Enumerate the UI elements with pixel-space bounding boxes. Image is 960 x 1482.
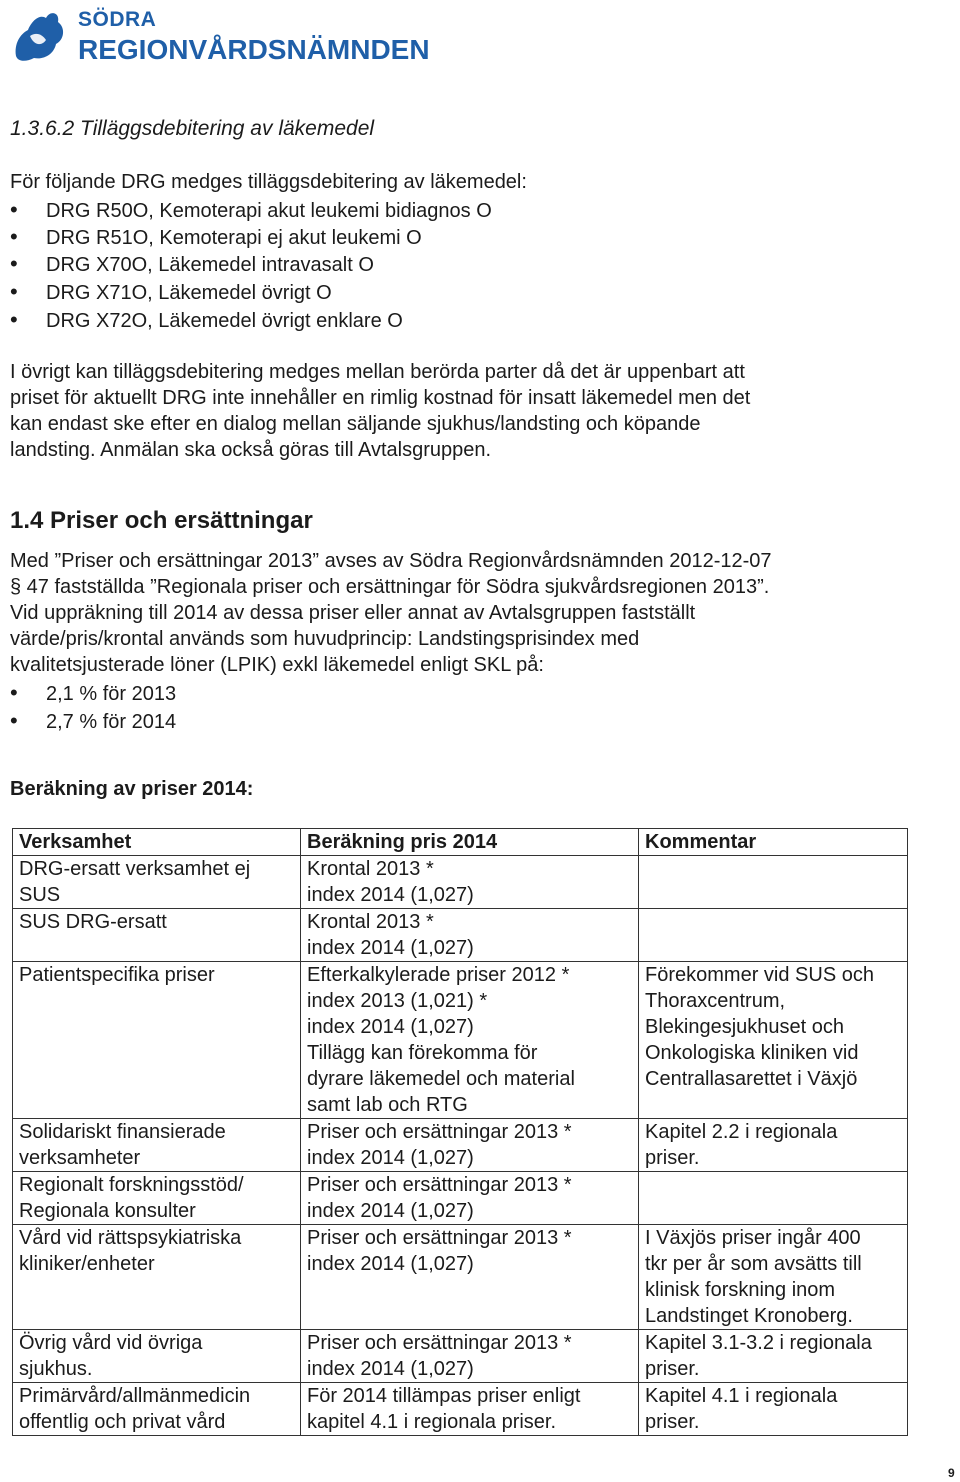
list-item: [10, 197, 492, 224]
cell-line: Priser och ersättningar 2013 *: [307, 1227, 572, 1249]
list-item-text: DRG R50O, Kemoterapi akut leukemi bidiagnos O: [46, 200, 492, 222]
table-cell-c3: [639, 1119, 908, 1172]
cell-line: tkr per år som avsätts till: [645, 1253, 862, 1275]
section2-para-line: § 47 fastställda ”Regionala priser och ersättningar för Södra sjukvårdsregionen 2013”.: [10, 576, 770, 598]
cell-line: Regionala konsulter: [19, 1200, 196, 1222]
cell-line: index 2014 (1,027): [307, 1147, 474, 1169]
cell-line: priser.: [645, 1358, 700, 1380]
table-cell-c1: [13, 856, 301, 909]
table-row: [13, 1330, 908, 1383]
table-cell-c1: [13, 1225, 301, 1330]
table-cell-c1: [13, 1172, 301, 1225]
table-cell-c2: [301, 1172, 639, 1225]
list-item: [10, 307, 403, 334]
table-cell-c3: [639, 856, 908, 909]
cell-line: I Växjös priser ingår 400: [645, 1227, 861, 1249]
table-cell-c1: [13, 1119, 301, 1172]
list-item: [10, 680, 176, 707]
list-item-text: DRG X72O, Läkemedel övrigt enklare O: [46, 310, 403, 332]
list-item-text: DRG R51O, Kemoterapi ej akut leukemi O: [46, 227, 422, 249]
cell-line: Priser och ersättningar 2013 *: [307, 1174, 572, 1196]
cell-line: Priser och ersättningar 2013 *: [307, 1121, 572, 1143]
section-heading-14: 1.4 Priser och ersättningar: [10, 507, 313, 534]
cell-line: Tillägg kan förekomma för: [307, 1042, 538, 1064]
cell-line: För 2014 tillämpas priser enligt: [307, 1385, 581, 1407]
cell-line: klinisk forskning inom: [645, 1279, 836, 1301]
cell-line: index 2014 (1,027): [307, 1253, 474, 1275]
cell-line: Förekommer vid SUS och: [645, 964, 874, 986]
list-item-text: 2,1 % för 2013: [46, 683, 177, 705]
section1-intro: För följande DRG medges tilläggsdebitering av läkemedel:: [10, 171, 527, 193]
brand-name-line2: REGIONVÅRDSNÄMNDEN: [78, 34, 430, 65]
bullet-icon: [10, 708, 46, 735]
cell-line: index 2014 (1,027): [307, 1016, 474, 1038]
calculation-subheading: Beräkning av priser 2014:: [10, 778, 254, 800]
list-item-text: 2,7 % för 2014: [46, 711, 177, 733]
bullet-icon: [10, 279, 46, 306]
column-header-berakning: Beräkning pris 2014: [301, 829, 639, 856]
table-cell-c3: [639, 1225, 908, 1330]
cell-line: sjukhus.: [19, 1358, 93, 1380]
table-row: [13, 1119, 908, 1172]
cell-line: Landstinget Kronoberg.: [645, 1305, 853, 1327]
cell-line: priser.: [645, 1147, 700, 1169]
table-row: [13, 1383, 908, 1436]
table-row: [13, 909, 908, 962]
cell-line: Vård vid rättspsykiatriska: [19, 1227, 242, 1249]
section-heading-1362: 1.3.6.2 Tilläggsdebitering av läkemedel: [10, 117, 375, 140]
cell-line: Onkologiska kliniken vid: [645, 1042, 859, 1064]
cell-line: Kapitel 3.1-3.2 i regionala: [645, 1332, 872, 1354]
cell-line: index 2014 (1,027): [307, 884, 474, 906]
region-map-icon: [10, 6, 68, 64]
page-number: 9: [948, 1466, 955, 1480]
cell-line: index 2014 (1,027): [307, 937, 474, 959]
cell-line: Thoraxcentrum,: [645, 990, 786, 1012]
table-row: [13, 962, 908, 1119]
cell-line: priser.: [645, 1411, 700, 1433]
column-header-verksamhet: Verksamhet: [13, 829, 301, 856]
list-item-text: DRG X70O, Läkemedel intravasalt O: [46, 254, 374, 276]
table-row: [13, 1172, 908, 1225]
section2-para-line: värde/pris/krontal används som huvudprincip: Landstingsprisindex med: [10, 628, 640, 650]
table-cell-c2: [301, 909, 639, 962]
brand-name-line1: SÖDRA: [78, 8, 157, 31]
list-item: [10, 251, 374, 278]
table-cell-c3: [639, 962, 908, 1119]
bullet-icon: [10, 680, 46, 707]
section1-para-line: I övrigt kan tilläggsdebitering medges mellan berörda parter då det är uppenbart att: [10, 361, 745, 383]
cell-line: index 2014 (1,027): [307, 1358, 474, 1380]
bullet-icon: [10, 307, 46, 334]
cell-line: Priser och ersättningar 2013 *: [307, 1332, 572, 1354]
table-cell-c2: [301, 1383, 639, 1436]
table-cell-c1: [13, 962, 301, 1119]
cell-line: DRG-ersatt verksamhet ej: [19, 858, 251, 880]
cell-line: Patientspecifika priser: [19, 964, 215, 986]
section1-para-line: kan endast ske efter en dialog mellan säljande sjukhus/landsting och köpande: [10, 413, 701, 435]
cell-line: SUS DRG-ersatt: [19, 911, 167, 933]
table-row: [13, 856, 908, 909]
cell-line: Kapitel 2.2 i regionala: [645, 1121, 838, 1143]
section1-para-line: landsting. Anmälan ska också göras till Avtalsgruppen.: [10, 439, 492, 461]
brand-logo: [10, 6, 430, 70]
section2-para-line: kvalitetsjusterade löner (LPIK) exkl läkemedel enligt SKL på:: [10, 654, 544, 676]
table-cell-c2: [301, 1119, 639, 1172]
cell-line: kapitel 4.1 i regionala priser.: [307, 1411, 557, 1433]
cell-line: Blekingesjukhuset och: [645, 1016, 845, 1038]
cell-line: index 2014 (1,027): [307, 1200, 474, 1222]
cell-line: Centrallasarettet i Växjö: [645, 1068, 858, 1090]
table-cell-c3: [639, 909, 908, 962]
table-cell-c2: [301, 962, 639, 1119]
section1-para-line: priset för aktuellt DRG inte innehåller en rimlig kostnad för insatt läkemedel men det: [10, 387, 751, 409]
table-cell-c1: [13, 909, 301, 962]
bullet-icon: [10, 251, 46, 278]
list-item: [10, 708, 176, 735]
table-row: [13, 1225, 908, 1330]
cell-line: SUS: [19, 884, 61, 906]
cell-line: Primärvård/allmänmedicin: [19, 1385, 251, 1407]
cell-line: Solidariskt finansierade: [19, 1121, 226, 1143]
table-cell-c2: [301, 1225, 639, 1330]
table-header-row: [13, 829, 908, 856]
cell-line: Kapitel 4.1 i regionala: [645, 1385, 838, 1407]
list-item-text: DRG X71O, Läkemedel övrigt O: [46, 282, 332, 304]
cell-line: verksamheter: [19, 1147, 141, 1169]
section2-para-line: Vid uppräkning till 2014 av dessa priser eller annat av Avtalsgruppen fastställt: [10, 602, 696, 624]
cell-line: Regionalt forskningsstöd/: [19, 1174, 244, 1196]
cell-line: index 2013 (1,021) *: [307, 990, 488, 1012]
section2-para-line: Med ”Priser och ersättningar 2013” avses av Södra Regionvårdsnämnden 2012-12-07: [10, 550, 772, 572]
table-cell-c3: [639, 1172, 908, 1225]
table-cell-c2: [301, 856, 639, 909]
cell-line: Krontal 2013 *: [307, 858, 434, 880]
table-cell-c1: [13, 1330, 301, 1383]
cell-line: dyrare läkemedel och material: [307, 1068, 575, 1090]
bullet-icon: [10, 224, 46, 251]
table-cell-c3: [639, 1383, 908, 1436]
cell-line: Efterkalkylerade priser 2012 *: [307, 964, 570, 986]
column-header-kommentar: Kommentar: [639, 829, 908, 856]
price-calculation-table: [12, 828, 908, 1436]
table-cell-c3: [639, 1330, 908, 1383]
cell-line: kliniker/enheter: [19, 1253, 155, 1275]
cell-line: Krontal 2013 *: [307, 911, 434, 933]
cell-line: offentlig och privat vård: [19, 1411, 226, 1433]
list-item: [10, 279, 332, 306]
cell-line: Övrig vård vid övriga: [19, 1332, 203, 1354]
table-cell-c2: [301, 1330, 639, 1383]
bullet-icon: [10, 197, 46, 224]
cell-line: samt lab och RTG: [307, 1094, 468, 1116]
list-item: [10, 224, 422, 251]
table-cell-c1: [13, 1383, 301, 1436]
